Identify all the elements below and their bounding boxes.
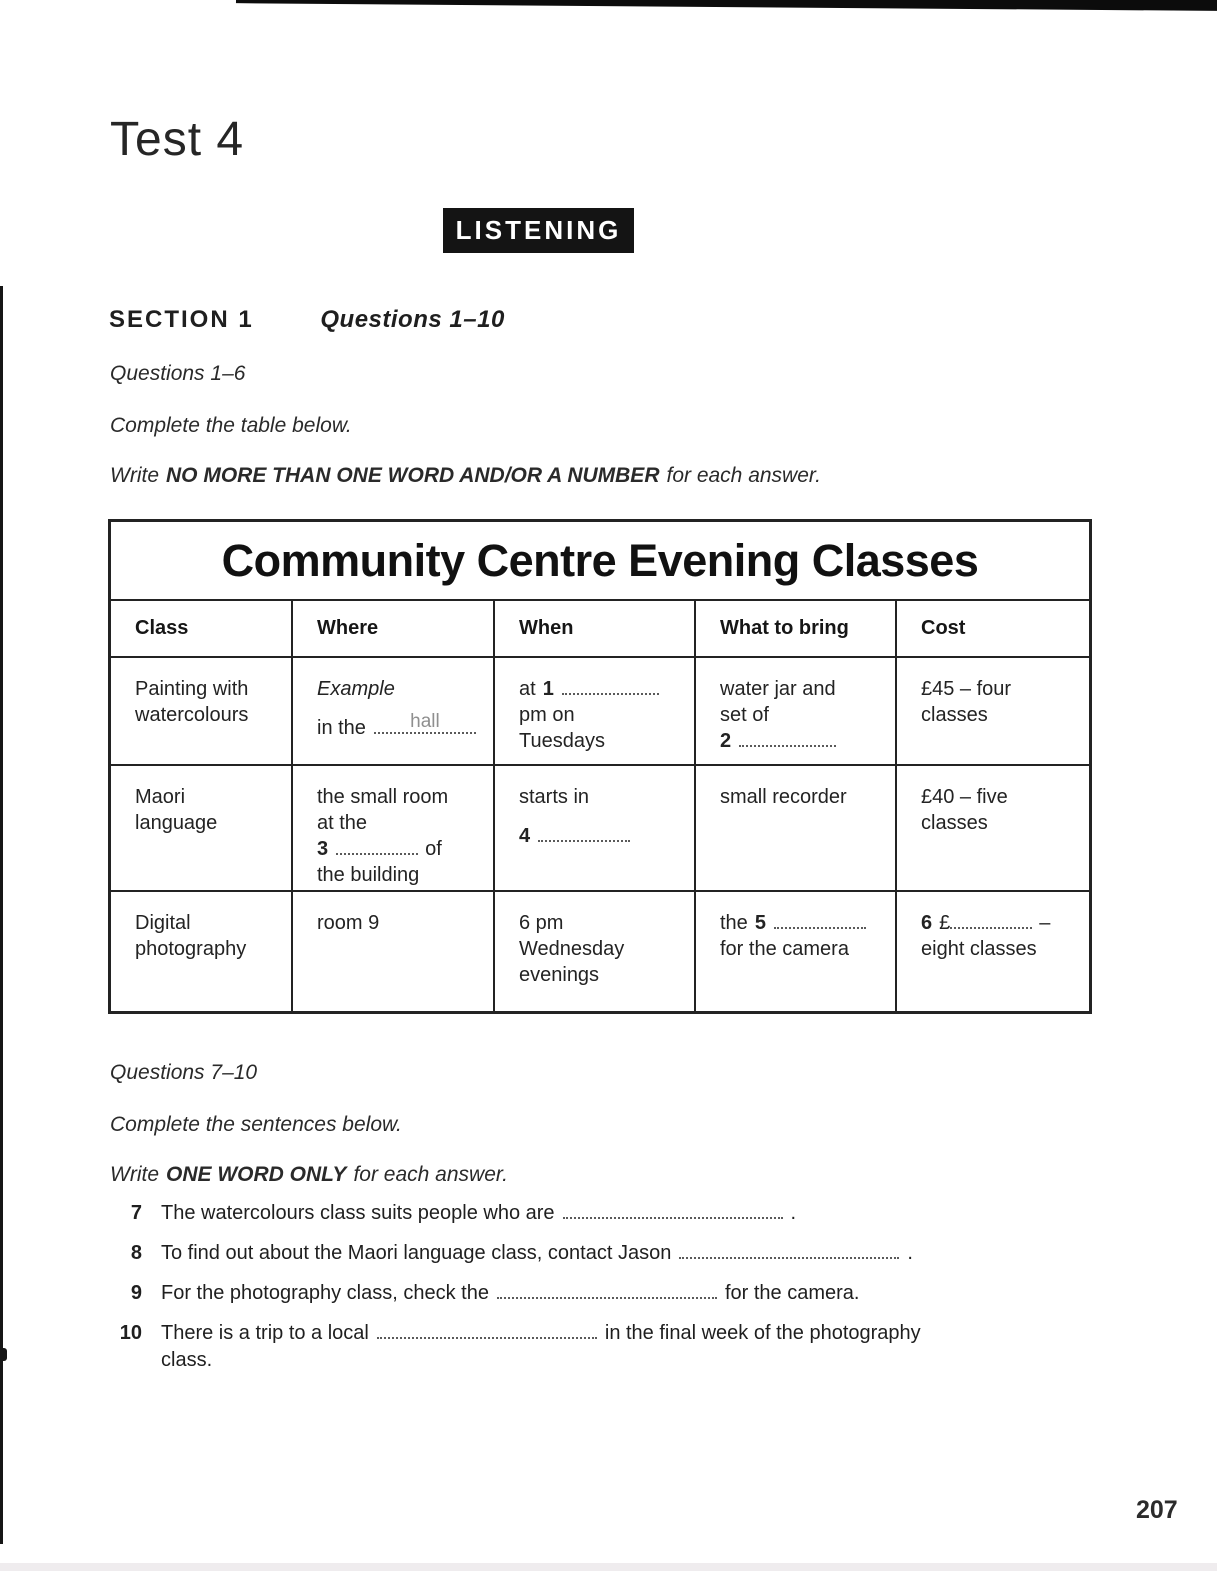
header-where: Where: [293, 601, 495, 658]
question-number-1: 1: [542, 678, 554, 700]
cell-text: [519, 962, 686, 988]
cell-line: in the: [317, 717, 366, 739]
cell-text: [317, 784, 485, 810]
cell-r3-cost: [897, 892, 1089, 1011]
question-row-7: [108, 1200, 940, 1227]
cell-text: [135, 936, 283, 962]
question-number-3: 3: [317, 838, 329, 860]
cell-r1-bring: [696, 658, 897, 766]
cell-text: [921, 810, 1081, 836]
cell-line: Painting with: [135, 678, 249, 700]
currency-symbol: £: [939, 912, 951, 934]
question-text-after: for the camera.: [724, 1282, 860, 1304]
cell-r2-bring: [696, 766, 897, 892]
header-what-to-bring: What to bring: [696, 601, 897, 658]
cell-line: water jar and: [720, 678, 836, 700]
cell-line: photography: [135, 938, 247, 960]
cell-line: the building: [317, 864, 420, 886]
questions-1-6-subtitle: Questions 1–6: [110, 362, 246, 385]
cell-line: starts in: [519, 786, 590, 808]
cell-text: [519, 702, 686, 728]
cell-line: the small room: [317, 786, 449, 808]
header-when: When: [495, 601, 696, 658]
write-instruction-2-pre: Write: [110, 1163, 159, 1186]
cell-line: Maori: [135, 786, 186, 808]
cell-text: [317, 836, 485, 862]
cell-r3-where: [293, 892, 495, 1011]
cell-text: [135, 910, 283, 936]
cell-text: [720, 702, 887, 728]
cell-text: [317, 862, 485, 888]
question-number-10: 10: [119, 1322, 142, 1344]
cell-line: classes: [921, 812, 988, 834]
questions-7-10-list: [108, 1200, 940, 1387]
cell-line: set of: [720, 704, 769, 726]
cell-r2-when: [495, 766, 696, 892]
write-instruction-2-bold: ONE WORD ONLY: [166, 1163, 347, 1186]
dash: –: [1039, 912, 1051, 934]
section-questions-range: Questions 1–10: [320, 306, 505, 333]
question-row-8: [108, 1240, 940, 1267]
cell-r1-when: [495, 658, 696, 766]
cell-r1-where: [293, 658, 495, 766]
cell-text: [720, 676, 887, 702]
cell-text: [720, 784, 887, 810]
question-number-6: 6: [921, 912, 933, 934]
cell-line: classes: [921, 704, 988, 726]
question-10-text: [161, 1320, 933, 1374]
cell-line: Example: [317, 678, 395, 700]
cell-text: [135, 676, 283, 702]
cell-line: language: [135, 812, 218, 834]
header-class: Class: [111, 601, 293, 658]
cell-text: [519, 823, 686, 849]
cell-line: the: [720, 912, 748, 934]
test-title: Test 4: [110, 113, 245, 166]
question-number-7: 7: [130, 1202, 142, 1224]
cell-r1-class: [111, 658, 293, 766]
example-label: [317, 676, 485, 702]
cell-text: [921, 910, 1081, 936]
cell-line: Tuesdays: [519, 730, 605, 752]
question-number-8: 8: [130, 1242, 142, 1264]
cell-line: small recorder: [720, 786, 847, 808]
question-text-before: There is a trip to a local: [161, 1322, 369, 1344]
cell-line: eight classes: [921, 938, 1037, 960]
cell-r1-cost: [897, 658, 1089, 766]
cell-text: [921, 676, 1081, 702]
cell-r2-where: [293, 766, 495, 892]
cell-text: [317, 711, 485, 741]
question-number-4: 4: [519, 825, 531, 847]
question-text-before: To find out about the Maori language class, contact Jason: [161, 1242, 672, 1264]
example-answer: hall: [410, 711, 440, 732]
cell-text: [720, 936, 887, 962]
cell-line: 6 pm: [519, 912, 564, 934]
scan-top-bar: [236, 0, 1217, 11]
listening-banner-label: LISTENING: [455, 215, 622, 245]
complete-table-instruction: Complete the table below.: [110, 414, 352, 437]
cell-line: at the: [317, 812, 368, 834]
evening-classes-table: [108, 519, 1092, 1014]
write-instruction-1-pre: Write: [110, 464, 159, 487]
cell-text: [317, 810, 485, 836]
cell-line: £45 – four: [921, 678, 1012, 700]
answer-blank-example: [374, 711, 476, 734]
question-number-9: 9: [130, 1282, 142, 1304]
cell-text: [720, 910, 887, 936]
listening-banner: [443, 208, 634, 253]
question-text-before: For the photography class, check the: [161, 1282, 489, 1304]
cell-line: at: [519, 678, 536, 700]
questions-7-10-subtitle: Questions 7–10: [110, 1061, 258, 1084]
answer-blank-3: [336, 840, 418, 855]
cell-line: Wednesday: [519, 938, 625, 960]
scan-bottom-edge: [0, 1563, 1217, 1571]
cell-line: of: [425, 838, 442, 860]
header-cost: Cost: [897, 601, 1089, 658]
cell-r2-class: [111, 766, 293, 892]
cell-text: [519, 676, 686, 702]
answer-blank-1: [562, 680, 659, 695]
cell-text: [519, 728, 686, 754]
cell-r3-when: [495, 892, 696, 1011]
question-text-before: The watercolours class suits people who are: [161, 1202, 555, 1224]
question-number-5: 5: [754, 912, 766, 934]
page-number: 207: [1136, 1496, 1178, 1524]
complete-sentences-instruction: Complete the sentences below.: [110, 1113, 402, 1136]
cell-text: [317, 910, 485, 936]
question-row-10: [108, 1320, 940, 1374]
table-grid: [111, 601, 1089, 1011]
write-instruction-1-bold: NO MORE THAN ONE WORD AND/OR A NUMBER: [166, 464, 660, 487]
answer-blank-10: [377, 1324, 597, 1339]
cell-line: £40 – five: [921, 786, 1008, 808]
question-text-after: in the final week of the photography class.: [161, 1322, 921, 1371]
cell-text: [921, 702, 1081, 728]
write-instruction-1: [110, 464, 821, 488]
write-instruction-1-post: for each answer.: [666, 464, 821, 487]
cell-line: watercolours: [135, 704, 249, 726]
cell-text: [720, 728, 887, 754]
cell-text: [135, 702, 283, 728]
question-text-after: .: [790, 1202, 797, 1224]
cell-text: [519, 910, 686, 936]
answer-blank-9: [497, 1284, 717, 1299]
cell-text: [135, 810, 283, 836]
cell-text: [519, 936, 686, 962]
cell-text: [921, 936, 1081, 962]
cell-line: for the camera: [720, 938, 849, 960]
question-text-after: .: [907, 1242, 913, 1264]
section-heading: [109, 306, 505, 334]
cell-line: evenings: [519, 964, 600, 986]
scan-left-tick: [0, 1348, 7, 1361]
question-row-9: [108, 1280, 940, 1307]
cell-line: room 9: [317, 912, 380, 934]
cell-text: [519, 784, 686, 810]
cell-r3-bring: [696, 892, 897, 1011]
write-instruction-2: [110, 1163, 508, 1187]
cell-line: pm on: [519, 704, 575, 726]
cell-text: [135, 784, 283, 810]
section-label: SECTION 1: [109, 306, 254, 333]
answer-blank-7: [563, 1204, 783, 1219]
cell-r3-class: [111, 892, 293, 1011]
question-number-2: 2: [720, 730, 732, 752]
answer-blank-8: [679, 1244, 899, 1259]
answer-blank-4: [538, 827, 630, 842]
answer-blank-6: [950, 914, 1032, 929]
cell-line: Digital: [135, 912, 191, 934]
answer-blank-5: [774, 914, 866, 929]
cell-r2-cost: [897, 766, 1089, 892]
cell-text: [921, 784, 1081, 810]
question-8-text: [161, 1240, 913, 1267]
table-title: Community Centre Evening Classes: [111, 522, 1089, 601]
question-7-text: [161, 1200, 796, 1227]
question-9-text: [161, 1280, 859, 1307]
answer-blank-2: [739, 732, 836, 747]
write-instruction-2-post: for each answer.: [353, 1163, 508, 1186]
